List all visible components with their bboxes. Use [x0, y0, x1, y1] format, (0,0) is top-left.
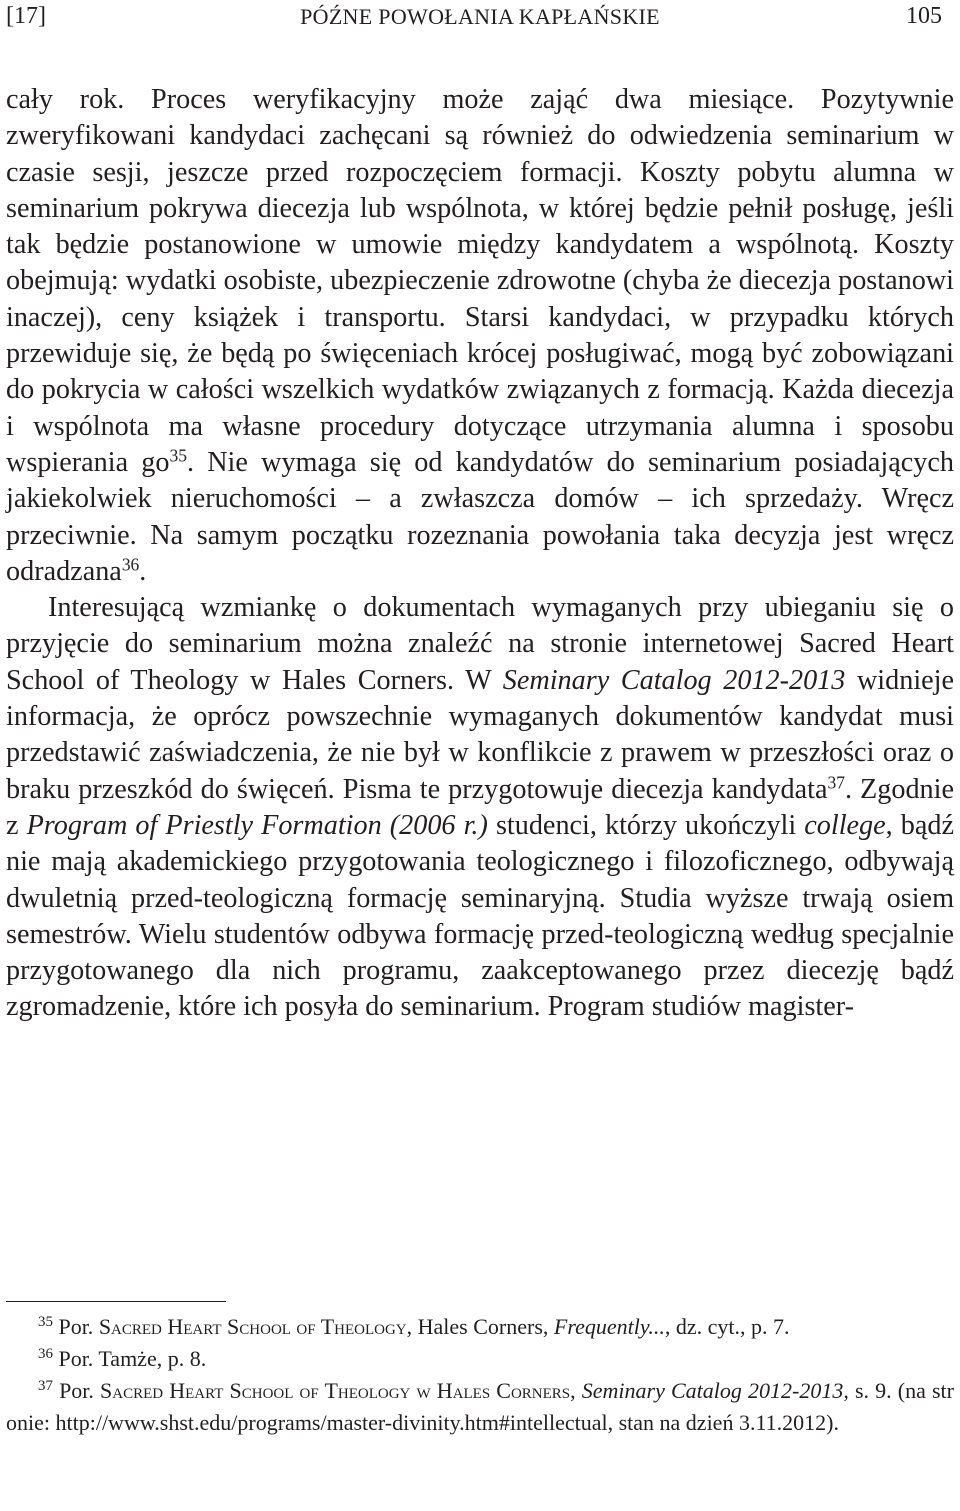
footnote-text: Por. Tamże, p. 8. — [52, 1346, 207, 1371]
footnote-text: Por. — [52, 1314, 99, 1339]
paragraph-1-text-c: . — [139, 555, 147, 587]
footnote-number: 37 — [38, 1377, 53, 1394]
footnote-work-title: Frequently... — [553, 1314, 665, 1339]
footnote-text: , — [570, 1378, 582, 1403]
footnote-ref-35[interactable]: 35 — [169, 445, 187, 466]
footnote-35 — [6, 1311, 954, 1343]
paragraph-2-text-d: studenci, którzy ukończyli — [487, 809, 805, 841]
paragraph-1-text-b: . Nie wymaga się od kandydatów do seminarium posiadających jakiekolwiek nieruchomości – a zwłaszcza domów – ich sprzedaży. Wręcz przeciwnie. Na samym początku rozeznania powołania taka decyzja jest wręcz odradzana — [6, 446, 954, 587]
footnote-text: , Hales Corners, — [406, 1314, 554, 1339]
running-title: PÓŹNE POWOŁANIA KAPŁAŃSKIE — [300, 4, 660, 29]
paragraph-2-text-c: . Zgodnie z — [6, 773, 954, 841]
college-term: college — [804, 809, 886, 841]
paragraph-2-text-e: , bądź nie mają akademickiego przygotowania teologicznego i filozoficznego, odbywają dwuletnią przed-teologiczną formację seminaryjną. Studia wyższe trwają osiem semestrów. Wielu studentów odbywa formację przed-teologiczną według specjalnie przygotowanego dla nich programu, zaakceptowanego przez diecezję bądź zgromadzenie, które ich posyła do seminarium. Program studiów magister- — [6, 809, 954, 1023]
footnote-work-title: Seminary Catalog 2012-2013 — [581, 1378, 844, 1403]
footnote-ref-37[interactable]: 37 — [827, 772, 845, 793]
section-number: [17] — [6, 3, 46, 29]
footnote-37 — [6, 1375, 954, 1439]
footnote-ref-36[interactable]: 36 — [121, 554, 140, 575]
footnote-author: Sacred Heart School of Theology — [98, 1314, 407, 1339]
paragraph-1-text-a: cały rok. Proces weryfikacyjny może zająć dwa miesiące. Pozytywnie zweryfikowani kandydaci zachęcani są również do odwiedzenia seminarium w czasie sesji, jeszcze przed rozpoczęciem formacji. Koszty pobytu alumna w seminarium pokrywa diecezja lub wspólnota, w której będzie pełnił posługę, jeśli tak będzie postanowione w umowie między kandydatem a wspólnotą. Koszty obejmują: wydatki osobiste, ubezpieczenie zdrowotne (chyba że diecezja postanowi inaczej), ceny książek i transportu. Starsi kandydaci, w przypadku których przewiduje się, że będą po święceniach krócej posługiwać, mogą być zobowiązani do pokrycia w całości wszelkich wydatków związanych z formacją. Każda diecezja i wspólnota ma własne procedury dotyczące utrzymania alumna i sposobu wspierania go — [6, 84, 954, 478]
footnote-separator — [6, 1301, 226, 1302]
page-number: 105 — [906, 3, 942, 29]
paragraph-2 — [6, 590, 954, 1026]
running-header — [0, 0, 960, 36]
paragraph-1 — [6, 82, 954, 590]
footnote-number: 36 — [38, 1345, 53, 1362]
footnote-url-text[interactable]: , s. 9. (na stronie: http://www.shst.edu/programs/master-divinity.htm#intellectual, stan na dzień 3.11.2012). — [6, 1378, 954, 1435]
paragraph-2-text-a: Interesującą wzmiankę o dokumentach wymaganych przy ubieganiu się o przyjęcie do seminarium można znaleźć na stronie internetowej Sacred Heart School of Theology w Hales Corners. W — [6, 592, 954, 696]
paragraph-2-text-b: widnieje informacja, że oprócz powszechnie wymaganych dokumentów kandydat musi przedstawić zaświadczenia, że nie był w konflikcie z prawem w przeszłości oraz o braku przeszkód do święceń. Pisma te przygotowuje diecezja kandydata — [6, 664, 954, 805]
main-text — [6, 82, 954, 1026]
footnote-text: Por. — [52, 1378, 101, 1403]
program-title: Program of Priestly Formation (2006 r.) — [26, 809, 488, 841]
footnote-text: , dz. cyt., p. 7. — [664, 1314, 790, 1339]
seminary-catalog-title: Seminary Catalog 2012-2013 — [502, 664, 846, 696]
footnote-number: 35 — [38, 1313, 53, 1330]
footnotes — [6, 1311, 954, 1439]
footnote-36 — [6, 1343, 954, 1375]
footnote-author: Sacred Heart School of Theology w Hales Corners — [100, 1378, 571, 1403]
